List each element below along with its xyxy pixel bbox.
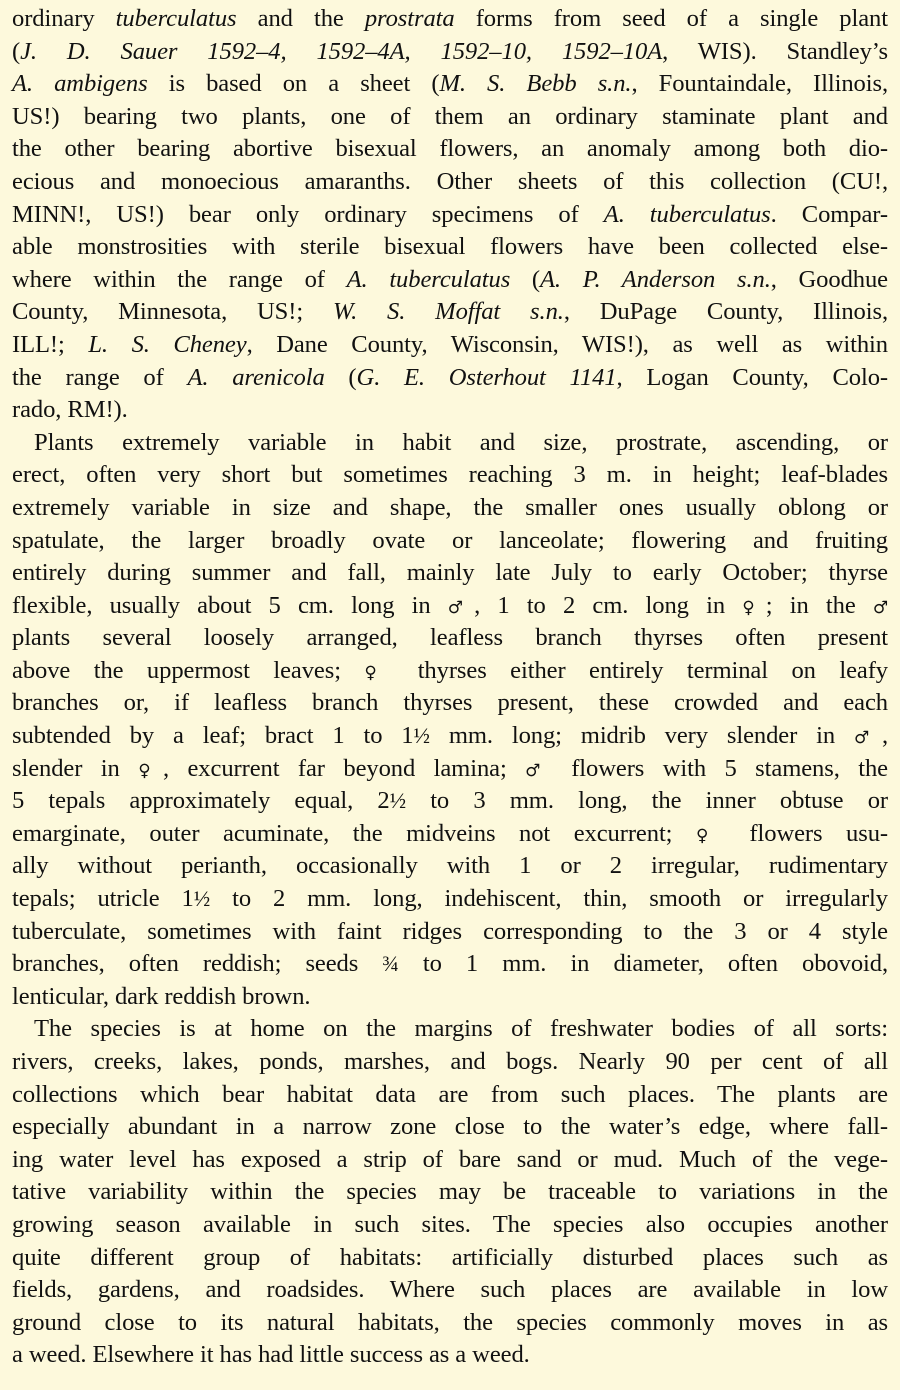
text-line [12, 753, 888, 786]
male-symbol-icon: ♂ [872, 597, 889, 618]
text-run: . Compar- [770, 200, 888, 228]
text-run: ally without perianth, occasionally with 1 or 2 irregular, rudimentary [12, 852, 888, 880]
text-run: lenticular, dark reddish brown. [12, 982, 311, 1010]
text-run: flowers usu- [725, 819, 889, 847]
text-line [12, 36, 888, 69]
text-run: County, Minnesota, US!; [12, 298, 333, 326]
italic-text: prostrata [364, 5, 455, 32]
text-run: tative variability within the species may be traceable to variations in the [12, 1178, 888, 1206]
fraction: ½ [413, 723, 430, 749]
text-line [12, 68, 888, 101]
text-run: and the [236, 5, 365, 32]
text-run: ecious and monoecious amaranths. Other sheets of this collection (CU!, [12, 167, 888, 195]
text-run: , Logan County, Colo- [616, 363, 888, 391]
text-line [12, 1339, 888, 1372]
fraction: ¾ [382, 951, 399, 977]
text-run: a weed. Elsewhere it has had little success as a weed. [12, 1341, 530, 1369]
text-line [12, 785, 888, 818]
italic-text: A. P. Anderson s.n. [540, 265, 771, 293]
text-run: to 1 mm. in diameter, often obovoid, [398, 950, 888, 978]
text-line [12, 296, 888, 329]
document-page [12, 3, 888, 1372]
paragraph-p2 [12, 427, 888, 1014]
text-run: flowers with 5 stamens, the [552, 754, 888, 782]
text-run: forms from seed of a single plant [454, 5, 888, 32]
text-line [12, 1209, 888, 1242]
text-line [12, 1274, 888, 1307]
text-run: growing season available in such sites. The species also occupies another [12, 1210, 888, 1238]
text-run: , Fountaindale, Illinois, [631, 70, 888, 98]
text-line [12, 1079, 888, 1112]
text-line [12, 166, 888, 199]
text-line [12, 525, 888, 558]
text-line [12, 329, 888, 362]
text-line [12, 1144, 888, 1177]
paragraph-p3 [12, 1013, 888, 1372]
text-run: able monstrosities with sterile bisexual flowers have been collected else- [12, 233, 888, 261]
text-run: entirely during summer and fall, mainly late July to early October; thyrse [12, 559, 888, 587]
text-line [12, 492, 888, 525]
female-symbol-icon: ♀ [695, 825, 726, 846]
italic-text: A. tuberculatus [603, 200, 771, 228]
text-line [12, 394, 888, 427]
italic-text: A. tuberculatus [346, 265, 511, 293]
text-run: extremely variable in size and shape, the smaller ones usually oblong or [12, 493, 888, 521]
text-run: Plants extremely variable in habit and size, prostrate, ascending, or [34, 428, 888, 456]
text-run: is based on a sheet ( [147, 70, 440, 98]
female-symbol-icon: ♀ [138, 760, 163, 781]
text-run: the range of [12, 363, 188, 391]
text-run: 5 tepals approximately equal, 2 [12, 787, 390, 815]
text-line [12, 459, 888, 492]
text-line [12, 590, 888, 623]
female-symbol-icon: ♀ [742, 597, 766, 618]
text-line [12, 916, 888, 949]
text-run: , Dane County, Wisconsin, WIS!), as well as within [246, 330, 888, 358]
text-line [12, 655, 888, 688]
text-line [12, 1111, 888, 1144]
text-run: subtended by a leaf; bract 1 to 1 [12, 722, 414, 750]
text-line [12, 1242, 888, 1275]
text-run: ( [12, 37, 21, 65]
male-symbol-icon: ♂ [525, 760, 553, 781]
text-run: plants several loosely arranged, leafless branch thyrses often present [12, 624, 888, 652]
text-run: , [881, 722, 888, 750]
text-run: where within the range of [12, 265, 347, 293]
text-line [12, 231, 888, 264]
text-run: ordinary [12, 5, 116, 32]
text-run: slender in [12, 754, 139, 782]
female-symbol-icon: ♀ [364, 662, 395, 683]
text-run: branches or, if leafless branch thyrses present, these crowded and each [12, 689, 888, 717]
text-run: tuberculate, sometimes with faint ridges corresponding to the 3 or 4 style [12, 917, 888, 945]
text-run: , DuPage County, Illinois, [563, 298, 888, 326]
text-run: ; in the [765, 591, 873, 619]
text-run: thyrses either entirely terminal on leafy [394, 656, 888, 684]
text-line [12, 720, 888, 753]
text-run: branches, often reddish; seeds [12, 950, 383, 978]
italic-text: J. D. Sauer 1592–4, 1592–4A, 1592–10, 1592–10A [20, 37, 663, 65]
text-line [12, 948, 888, 981]
text-run: the other bearing abortive bisexual flowers, an anomaly among both dio- [12, 135, 888, 163]
text-line [12, 1307, 888, 1340]
text-run: , Goodhue [770, 265, 888, 293]
text-run: MINN!, US!) bear only ordinary specimens of [12, 200, 604, 228]
text-run: rivers, creeks, lakes, ponds, marshes, and bogs. Nearly 90 per cent of all [12, 1048, 888, 1075]
text-run: above the uppermost leaves; [12, 656, 365, 684]
italic-text: tuberculatus [115, 5, 237, 32]
text-line [12, 133, 888, 166]
text-run: spatulate, the larger broadly ovate or lanceolate; flowering and fruiting [12, 526, 888, 554]
text-line [12, 981, 888, 1014]
text-run: ILL!; [12, 330, 89, 358]
italic-text: L. S. Cheney [88, 330, 247, 358]
text-run: ground close to its natural habitats, the species commonly moves in as [12, 1308, 888, 1336]
text-line [12, 850, 888, 883]
italic-text: W. S. Moffat s.n. [332, 298, 564, 326]
text-run: ( [510, 265, 540, 293]
text-run: , 1 to 2 cm. long in [474, 591, 743, 619]
italic-text: A. ambigens [12, 70, 148, 98]
text-line [12, 101, 888, 134]
text-run: , excurrent far beyond lamina; [162, 754, 526, 782]
text-run: erect, often very short but sometimes reaching 3 m. in height; leaf-blades [12, 461, 888, 489]
text-run: especially abundant in a narrow zone close to the water’s edge, where fall- [12, 1113, 888, 1141]
text-run: fields, gardens, and roadsides. Where such places are available in low [12, 1276, 888, 1304]
text-run: emarginate, outer acuminate, the midveins not excurrent; [12, 819, 696, 847]
text-line [12, 1046, 888, 1079]
male-symbol-icon: ♂ [853, 728, 882, 749]
text-run: ing water level has exposed a strip of bare sand or mud. Much of the vege- [12, 1145, 888, 1173]
italic-text: G. E. Osterhout 1141 [356, 363, 617, 391]
italic-text: A. arenicola [187, 363, 325, 391]
text-run: rado, RM!). [12, 396, 128, 424]
text-run: flexible, usually about 5 cm. long in [12, 591, 448, 619]
text-run: to 3 mm. long, the inner obtuse or [405, 787, 888, 815]
male-symbol-icon: ♂ [447, 597, 475, 618]
text-run: US!) bearing two plants, one of them an ordinary staminate plant and [12, 102, 888, 130]
text-run: , WIS). Standley’s [662, 37, 888, 65]
text-line [12, 199, 888, 232]
text-line [12, 818, 888, 851]
italic-text: M. S. Bebb s.n. [439, 70, 632, 98]
text-line [12, 883, 888, 916]
text-line [12, 264, 888, 297]
text-line [12, 557, 888, 590]
text-line [12, 362, 888, 395]
text-run: mm. long; midrib very slender in [429, 722, 854, 750]
text-run: The species is at home on the margins of freshwater bodies of all sorts: [34, 1015, 888, 1043]
text-run: ( [324, 363, 357, 391]
text-run: collections which bear habitat data are from such places. The plants are [12, 1080, 888, 1108]
text-line [12, 687, 888, 720]
text-line [12, 3, 888, 36]
text-line [12, 1013, 888, 1046]
fraction: ½ [193, 886, 211, 912]
text-run: to 2 mm. long, indehiscent, thin, smooth or irregularly [210, 885, 888, 913]
text-line [12, 622, 888, 655]
text-line [12, 1176, 888, 1209]
text-run: quite different group of habitats: artificially disturbed places such as [12, 1243, 888, 1271]
fraction: ½ [389, 788, 406, 814]
paragraph-p1 [12, 3, 888, 427]
text-run: tepals; utricle 1 [12, 885, 194, 913]
text-line [12, 427, 888, 460]
